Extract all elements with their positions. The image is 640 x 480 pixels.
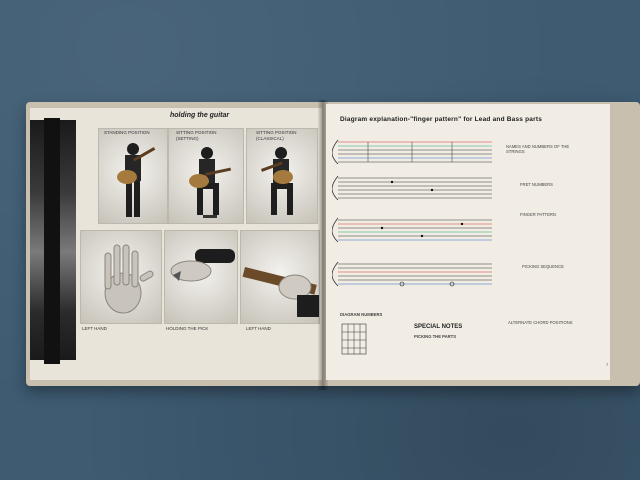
guitarist-figure: [169, 129, 243, 223]
page-title: holding the guitar: [170, 112, 230, 119]
diagram-title: Diagram explanation-"finger pattern" for Lead and Bass parts: [340, 116, 543, 123]
picking-parts-heading: PICKING THE PARTS: [414, 334, 457, 339]
hand-icon: [81, 231, 161, 323]
tab-diagram-2: [332, 176, 492, 200]
caption-standing: STANDING POSITION: [104, 130, 150, 135]
guitarist-figure: [247, 129, 317, 223]
photo-standing: [98, 128, 168, 224]
photo-sitting: [168, 128, 244, 224]
diagram-numbers-label: DIAGRAM NUMBERS: [340, 312, 383, 317]
page-edge-strip: [44, 118, 60, 364]
special-notes-heading: SPECIAL NOTES: [414, 324, 463, 330]
photo-sitting-classical: [246, 128, 318, 224]
photo-right-hand: [240, 230, 320, 324]
hand-neck-icon: [241, 231, 319, 323]
note-alternate-chord: ALTERNATE CHORD POSITIONS: [508, 320, 573, 325]
tab-diagram-4: [332, 262, 492, 286]
note-finger-pattern: FINGER PATTERN: [520, 212, 556, 217]
tab-diagram-1: [332, 140, 492, 164]
tablature-diagrams: [332, 130, 502, 300]
caption-sitting-classical: SITTING POSITION (CLASSICAL): [256, 130, 297, 141]
caption-right-hand: LEFT HAND: [246, 326, 271, 331]
photo-left-hand: [80, 230, 162, 324]
chord-grid-icon: [340, 322, 368, 358]
page-number: 7: [606, 362, 609, 367]
caption-holding-pick: HOLDING THE PICK: [166, 326, 209, 331]
caption-left-hand: LEFT HAND: [82, 326, 107, 331]
tab-diagram-3: [332, 218, 492, 242]
note-strings: NAMES AND NUMBERS OF THE STRINGS: [506, 144, 570, 154]
photo-holding-pick: [164, 230, 238, 324]
guitarist-figure: [99, 129, 167, 223]
caption-sitting: SITTING POSITION (SETTING): [176, 130, 217, 141]
note-picking-sequence: PICKING SEQUENCE: [522, 264, 564, 269]
note-fret-numbers: FRET NUMBERS: [520, 182, 553, 187]
hand-pick-icon: [165, 231, 237, 323]
